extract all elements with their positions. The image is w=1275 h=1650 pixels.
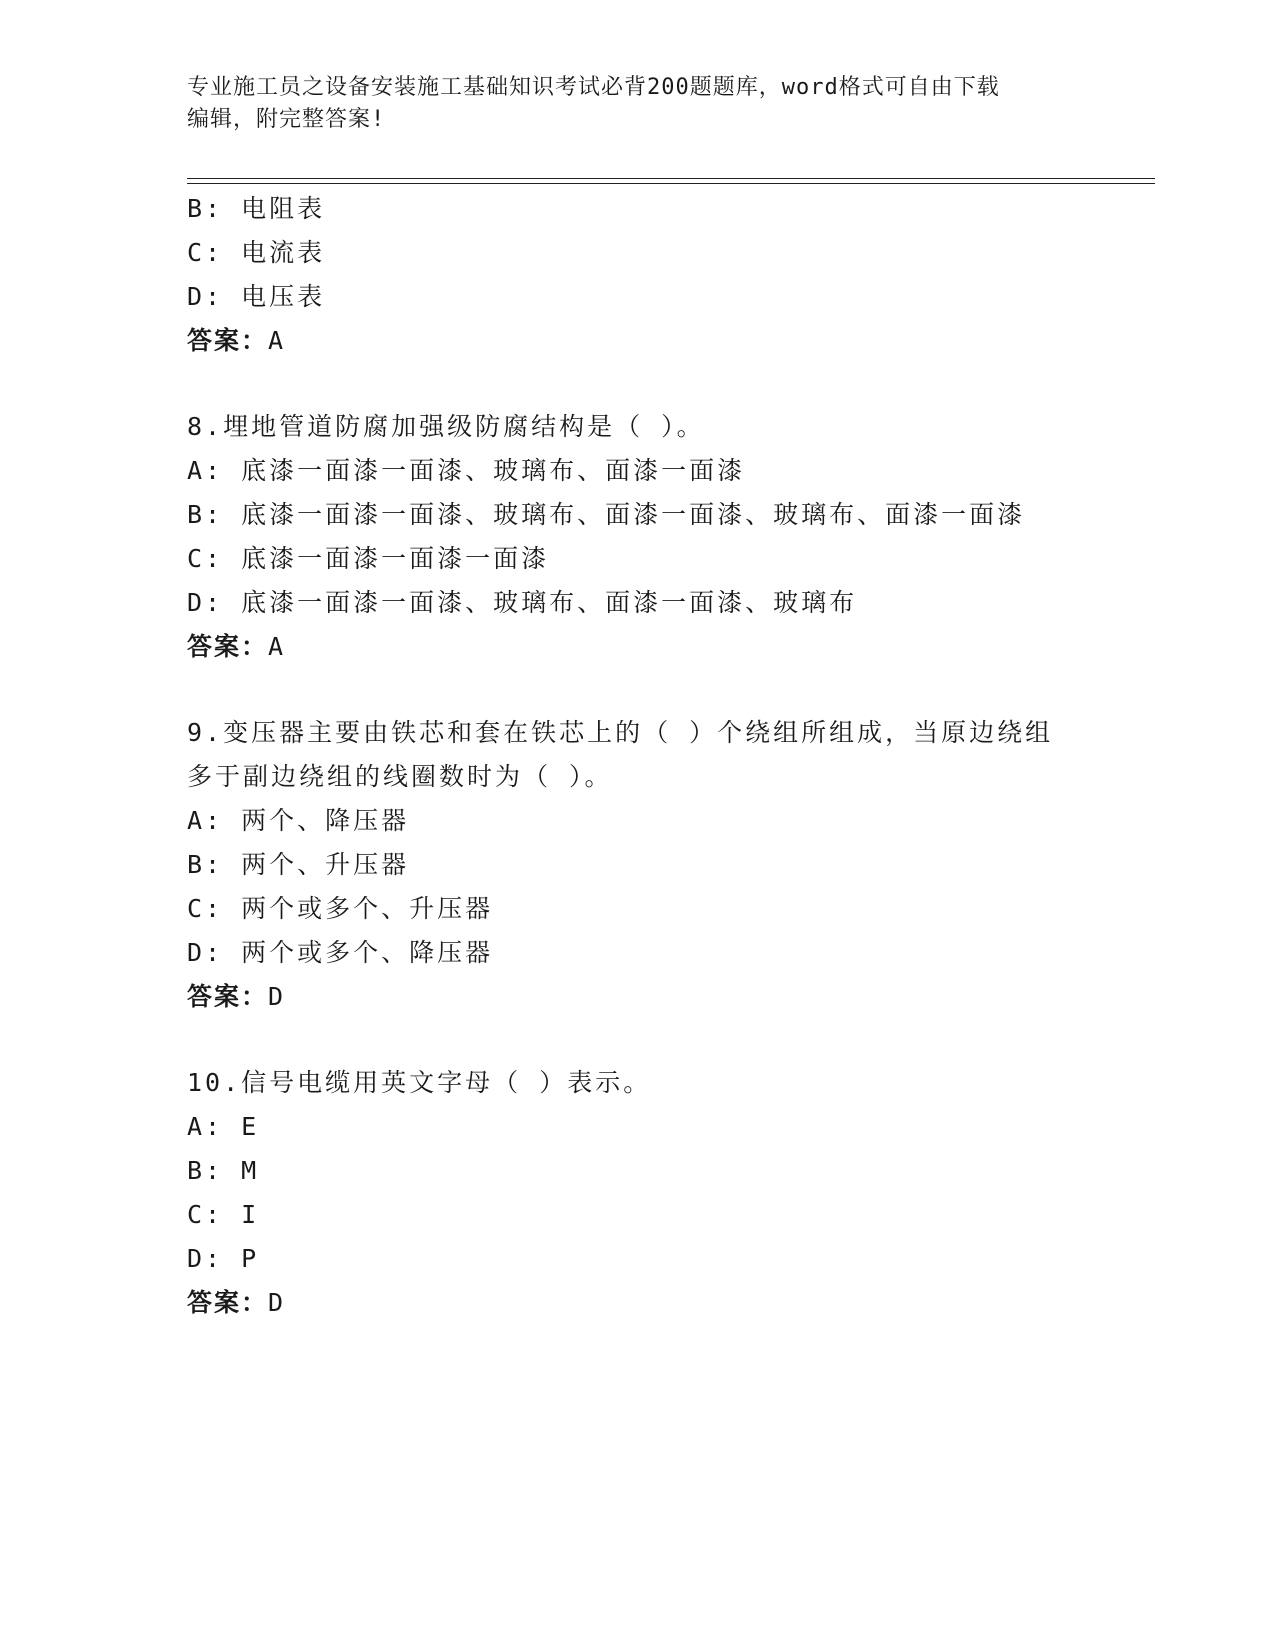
q10-answer-value: D bbox=[268, 1288, 285, 1317]
q10-answer-label: 答案： bbox=[187, 1288, 269, 1317]
q7-answer bbox=[187, 324, 284, 358]
q7-option-c: C: 电流表 bbox=[187, 238, 326, 267]
page-header bbox=[187, 72, 1087, 136]
q9-option-b: B: 两个、升压器 bbox=[187, 850, 410, 879]
q7-answer-label: 答案： bbox=[187, 326, 269, 355]
q8-answer bbox=[187, 630, 284, 664]
q9-answer bbox=[187, 980, 284, 1014]
q9-option-c: C: 两个或多个、升压器 bbox=[187, 894, 494, 923]
q8-option-d: D: 底漆一面漆一面漆、玻璃布、面漆一面漆、玻璃布 bbox=[187, 588, 858, 617]
q8-option-a: A: 底漆一面漆一面漆、玻璃布、面漆一面漆 bbox=[187, 456, 746, 485]
header-divider-top bbox=[187, 178, 1155, 179]
q10-question: 10.信号电缆用英文字母（ ）表示。 bbox=[187, 1068, 652, 1097]
q8-option-c: C: 底漆一面漆一面漆一面漆 bbox=[187, 544, 550, 573]
header-title-line2: 编辑，附完整答案! bbox=[187, 107, 386, 132]
q10-option-d: D: P bbox=[187, 1244, 260, 1273]
q8-answer-value: A bbox=[268, 632, 285, 661]
q9-option-a: A: 两个、降压器 bbox=[187, 806, 410, 835]
q9-option-d: D: 两个或多个、降压器 bbox=[187, 938, 494, 967]
q9-answer-value: D bbox=[268, 982, 285, 1011]
q10-option-b: B: M bbox=[187, 1156, 260, 1185]
q8-answer-label: 答案： bbox=[187, 632, 269, 661]
q10-answer bbox=[187, 1286, 284, 1320]
q7-answer-value: A bbox=[268, 326, 285, 355]
q9-question-line2: 多于副边绕组的线圈数时为（ ）。 bbox=[187, 762, 613, 791]
q7-option-b: B: 电阻表 bbox=[187, 194, 326, 223]
q10-option-a: A: E bbox=[187, 1112, 260, 1141]
q8-option-b: B: 底漆一面漆一面漆、玻璃布、面漆一面漆、玻璃布、面漆一面漆 bbox=[187, 500, 1026, 529]
q9-question-line1: 9.变压器主要由铁芯和套在铁芯上的（ ）个绕组所组成，当原边绕组 bbox=[187, 718, 1054, 747]
q9-answer-label: 答案： bbox=[187, 982, 269, 1011]
q8-question: 8.埋地管道防腐加强级防腐结构是（ ）。 bbox=[187, 412, 705, 441]
header-divider-bottom bbox=[187, 183, 1155, 184]
q10-option-c: C: I bbox=[187, 1200, 260, 1229]
q7-option-d: D: 电压表 bbox=[187, 282, 326, 311]
header-title-line1: 专业施工员之设备安装施工基础知识考试必背200题题库，word格式可自由下载 bbox=[187, 75, 1000, 100]
